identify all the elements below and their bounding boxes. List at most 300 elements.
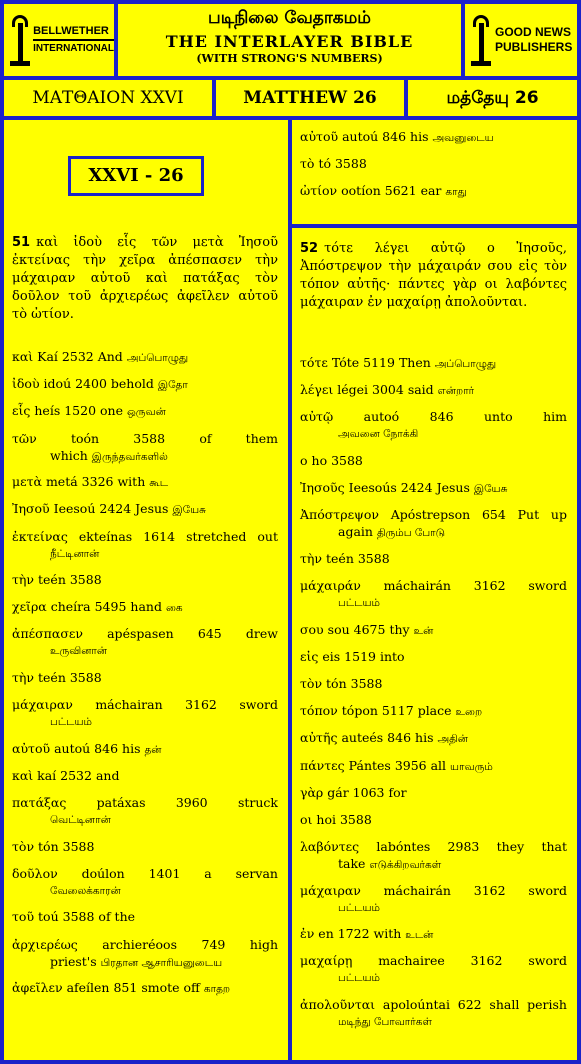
greek-word: αὐτῷ: [300, 409, 334, 425]
logo-left-line2: INTERNATIONAL: [33, 39, 114, 56]
word-line: [300, 952, 567, 970]
greek-word: ὠτίον: [300, 183, 338, 198]
english-word-a: of them: [199, 430, 278, 446]
greek-word: λαβόντες: [300, 839, 360, 855]
word-line: [300, 182, 566, 201]
transliteration: Tóte: [331, 355, 360, 370]
book-english-header: [216, 80, 404, 116]
title-block: [118, 4, 461, 76]
english-word: Jesus: [135, 501, 169, 517]
word-row: [300, 838, 567, 873]
word-row: [12, 625, 278, 659]
transliteration: Ieesoús: [348, 480, 397, 496]
good-news-logo: [465, 4, 577, 76]
transliteration: tón: [326, 675, 347, 691]
transliteration: tópon: [341, 703, 378, 719]
greek-word: ἐκτείνας: [12, 528, 68, 544]
word-row: [12, 865, 278, 899]
logo-right-line1: GOOD NEWS: [495, 25, 572, 39]
english-word: behold: [110, 376, 154, 392]
word-line: [12, 936, 278, 954]
word-line-2: [12, 546, 278, 562]
english-word-b: priest's: [50, 953, 101, 969]
strong-number: 1401: [148, 865, 181, 881]
strong-number: 846: [382, 129, 407, 144]
word-line: [12, 473, 278, 492]
english-word-a: drew: [245, 626, 278, 642]
strong-number: 851: [113, 980, 138, 996]
word-row: [300, 882, 567, 916]
english-word: his: [410, 129, 429, 144]
word-row: [300, 128, 566, 147]
word-row: [12, 528, 278, 562]
english-word-a: Put up: [517, 507, 567, 523]
english-word-a: shall perish: [489, 996, 567, 1012]
transliteration: Kaí: [37, 349, 58, 364]
word-line-2: [300, 524, 567, 541]
tamil-word: வேலைக்காரன்: [50, 884, 121, 897]
strong-number: 3326: [81, 474, 114, 490]
greek-word: εἰς: [300, 648, 319, 664]
word-row: [12, 598, 278, 617]
word-line-2: [12, 643, 278, 659]
english-word-b: take: [338, 856, 370, 872]
tamil-word: உடன்: [405, 929, 434, 942]
tamil-word: ஒருவன்: [127, 406, 166, 419]
transliteration: en: [318, 926, 334, 942]
tamil-word: வெட்டினான்: [50, 814, 111, 827]
transliteration: kaí: [37, 767, 57, 783]
strong-number: 3588: [69, 572, 102, 588]
transliteration: autoó: [363, 409, 400, 425]
english-word: hand: [130, 599, 162, 615]
word-line: [12, 696, 278, 714]
greek-word: αὐτοῦ: [300, 129, 339, 144]
tamil-word: நீட்டினான்: [50, 547, 100, 560]
english-word: And: [97, 349, 123, 364]
strong-number: 3960: [175, 795, 208, 811]
word-line-2: [300, 970, 567, 986]
greek-word: ἀπολοῦνται: [300, 996, 376, 1012]
transliteration: labóntes: [376, 839, 431, 855]
transliteration: teén: [326, 550, 354, 566]
word-row: [12, 936, 278, 971]
strong-number: 1519: [344, 648, 376, 664]
english-word-a: sword: [528, 953, 567, 969]
tamil-word: காது: [445, 186, 467, 198]
word-line: [12, 865, 278, 883]
greek-word: τῶν: [12, 430, 37, 446]
word-line: [12, 348, 278, 367]
english-word: place: [417, 703, 452, 719]
transliteration: machairee: [378, 953, 445, 969]
transliteration: toú: [38, 909, 59, 925]
english-word: and: [95, 767, 120, 783]
title-english: THE INTERLAYER BIBLE: [165, 32, 414, 51]
verse-52-text: [300, 240, 567, 312]
book-tamil-header: [408, 80, 577, 116]
english-word-b: which: [50, 447, 92, 463]
word-row: [300, 550, 567, 568]
english-word: one: [100, 403, 124, 419]
strong-number: 1520: [64, 403, 97, 419]
english-word: for: [388, 784, 407, 800]
tamil-word: எடுக்கிறவர்கள்: [369, 859, 442, 872]
word-line: [300, 729, 567, 748]
strong-number: 3588: [334, 156, 367, 171]
word-line: [300, 621, 567, 640]
transliteration: auteés: [341, 730, 384, 746]
word-row: [300, 952, 567, 986]
word-line: [12, 500, 278, 519]
title-subtitle: (WITH STRONG'S NUMBERS): [196, 52, 383, 65]
english-word-a: a servan: [204, 865, 278, 881]
tamil-word: காதற: [203, 983, 231, 996]
word-row: [12, 740, 278, 759]
word-row: [300, 702, 567, 721]
word-line: [12, 838, 278, 856]
greek-word: μάχαιραν: [300, 882, 361, 898]
greek-word: εἷς: [12, 403, 31, 419]
logo-right-line2: PUBLISHERS: [495, 40, 573, 54]
book-greek: ΜΑΤΘΑΙΟΝ XXVI: [32, 88, 184, 108]
english-word: ear: [420, 183, 442, 198]
greek-word: καὶ: [12, 349, 34, 364]
greek-word: Ἀπόστρεψον: [300, 507, 379, 523]
word-line: [300, 838, 567, 856]
greek-word: αὐτοῦ: [12, 740, 51, 756]
word-row: [300, 479, 567, 498]
tamil-word: அவனை நோக்கி: [338, 428, 419, 441]
word-row: [12, 838, 278, 856]
tamil-word: அப்பொழுது: [434, 358, 497, 370]
word-line: [12, 625, 278, 643]
transliteration: tó: [318, 156, 331, 171]
strong-number: 3162: [473, 578, 506, 594]
english-word: his: [415, 730, 434, 746]
transliteration: hoi: [316, 811, 336, 827]
word-line-2: [300, 426, 567, 442]
greek-word: τότε: [300, 355, 328, 370]
english-word: his: [122, 740, 141, 756]
word-row: [300, 381, 567, 400]
transliteration: autoú: [54, 740, 91, 756]
strong-number: 622: [457, 996, 482, 1012]
greek-word: τόπον: [300, 703, 338, 719]
tamil-word: உன்: [413, 624, 434, 637]
greek-word: τὴν: [12, 669, 35, 685]
english-word-a: stretched out: [186, 528, 278, 544]
greek-word: μάχαιραν: [12, 697, 73, 713]
tamil-word: திரும்ப போடு: [376, 527, 445, 540]
transliteration: teén: [38, 669, 66, 685]
transliteration: eis: [322, 648, 341, 664]
word-line-2: [12, 714, 278, 730]
transliteration: apoloúntai: [382, 996, 450, 1012]
greek-word: τὴν: [12, 572, 35, 588]
greek-word: τὸν: [12, 838, 35, 854]
word-line-2: [12, 812, 278, 828]
word-row: [300, 182, 566, 201]
tamil-word: யாவரும்: [450, 760, 493, 773]
word-line: [300, 381, 567, 400]
strong-number: 3588: [62, 838, 95, 854]
word-row: [12, 696, 278, 730]
tamil-word: பட்டயம்: [338, 901, 380, 914]
transliteration: heís: [34, 403, 61, 419]
transliteration: ekteínas: [78, 528, 133, 544]
transliteration: patáxas: [96, 795, 146, 811]
tamil-word: என்றார்: [437, 385, 475, 398]
greek-word: μάχαιράν: [300, 578, 361, 594]
tamil-word: அவனுடைய: [432, 132, 494, 144]
word-row: [300, 648, 567, 666]
word-row: [300, 354, 567, 373]
word-row: [12, 669, 278, 687]
strong-number: 5119: [363, 355, 395, 370]
transliteration: Ieesoú: [53, 501, 96, 517]
word-line: [300, 882, 567, 900]
right-column: [292, 228, 577, 1060]
strong-number: 3588: [62, 909, 95, 925]
english-word: of the: [98, 909, 136, 925]
word-line-2: [300, 856, 567, 873]
chapter-label: XXVI - 26: [68, 156, 204, 196]
word-line: [300, 675, 567, 693]
tamil-word: இயேசு: [473, 483, 508, 496]
greek-word: καὶ: [12, 767, 34, 783]
greek-word: τὸ: [300, 156, 315, 171]
tamil-word: பட்டயம்: [338, 972, 380, 985]
greek-word: τὸν: [300, 675, 323, 691]
english-word: smote off: [141, 980, 200, 996]
word-line: [300, 784, 567, 802]
strong-number: 1614: [143, 528, 176, 544]
verse-number: 51: [12, 235, 31, 250]
transliteration: máchairán: [383, 578, 451, 594]
transliteration: ho: [311, 452, 328, 468]
word-line: [300, 506, 567, 524]
word-line: [300, 702, 567, 721]
strong-number: 3588: [331, 452, 363, 468]
word-line: [300, 479, 567, 498]
left-column: [4, 120, 288, 1060]
title-tamil: படிநிலை வேதாகமம்: [208, 8, 371, 28]
tamil-word: கை: [165, 602, 183, 615]
transliteration: idoú: [43, 376, 72, 392]
english-word: with: [117, 474, 146, 490]
strong-number: 846: [429, 409, 454, 425]
strong-number: 2424: [400, 480, 433, 496]
bellwether-logo: [4, 4, 114, 76]
word-row: [300, 452, 567, 470]
english-word-a: sword: [528, 578, 567, 594]
word-line: [12, 430, 278, 448]
torch-icon: [471, 13, 491, 67]
tamil-word: பட்டயம்: [50, 716, 92, 729]
strong-number: 3588: [350, 675, 383, 691]
strong-number: 1722: [337, 926, 370, 942]
word-row: [300, 155, 566, 173]
tamil-word: கூட: [149, 477, 169, 490]
greek-word: Ἰησοῦς: [300, 480, 345, 496]
word-line: [12, 908, 278, 926]
greek-word: ἰδοὺ: [12, 376, 40, 392]
english-word: into: [379, 648, 405, 664]
word-row: [12, 767, 278, 785]
verse-51-text: [12, 234, 278, 324]
word-line: [12, 767, 278, 785]
greek-word: ἀρχιερέως: [12, 936, 78, 952]
word-line-2: [12, 448, 278, 465]
strong-number: 2532: [60, 767, 92, 783]
greek-word: Ἰησοῦ: [12, 501, 50, 517]
strong-number: 846: [387, 730, 412, 746]
strong-number: 3588: [69, 669, 102, 685]
strong-number: 2532: [61, 349, 94, 364]
word-line: [300, 577, 567, 595]
tamil-word: பட்டயம்: [338, 597, 380, 610]
strong-number: 2400: [75, 376, 107, 392]
word-line: [300, 452, 567, 470]
tamil-word: அப்பொழுது: [126, 352, 189, 364]
word-row: [12, 794, 278, 828]
word-row: [300, 925, 567, 944]
book-greek-header: [4, 80, 212, 116]
strong-number: 3162: [473, 882, 506, 898]
word-line-2: [12, 954, 278, 971]
strong-number: 3162: [185, 697, 217, 713]
word-row: [300, 811, 567, 829]
verse-number: 52: [300, 241, 319, 256]
english-word: Then: [398, 355, 431, 370]
transliteration: sou: [327, 621, 350, 637]
transliteration: ootíon: [341, 183, 381, 198]
strong-number: 2983: [447, 839, 480, 855]
transliteration: teén: [38, 572, 66, 588]
greek-word: μετὰ: [12, 474, 42, 490]
transliteration: máchairan: [95, 697, 163, 713]
tamil-word: உருவினான்: [50, 645, 108, 658]
transliteration: apéspasen: [107, 626, 174, 642]
word-row: [300, 729, 567, 748]
word-line: [12, 740, 278, 759]
greek-word: αὐτῆς: [300, 730, 338, 746]
strong-number: 3588: [339, 811, 372, 827]
word-line: [300, 996, 567, 1014]
word-line: [12, 571, 278, 589]
greek-word: δοῦλον: [12, 865, 58, 881]
word-row: [12, 500, 278, 519]
word-row: [12, 571, 278, 589]
word-row: [300, 757, 567, 776]
tamil-word: மடிந்து போவார்கள்: [338, 1015, 432, 1028]
word-line: [300, 757, 567, 776]
strong-number: 3956: [394, 757, 427, 773]
tamil-word: இதோ: [157, 379, 188, 392]
english-word-b: again: [338, 524, 377, 540]
word-line: [300, 811, 567, 829]
greek-word: τὴν: [300, 550, 323, 566]
strong-number: 846: [94, 740, 119, 756]
transliteration: archieréoos: [102, 936, 177, 952]
transliteration: metá: [45, 474, 78, 490]
word-line-2: [300, 900, 567, 916]
strong-number: 5117: [381, 703, 414, 719]
transliteration: légei: [337, 382, 369, 398]
word-line: [12, 979, 278, 998]
english-word: all: [430, 757, 447, 773]
word-row: [12, 375, 278, 394]
word-line: [12, 375, 278, 394]
word-row: [12, 908, 278, 926]
word-line: [300, 648, 567, 666]
tamil-word: இயேசு: [172, 504, 206, 517]
transliteration: tón: [38, 838, 59, 854]
greek-word: χεῖρα: [12, 599, 47, 615]
strong-number: 3162: [470, 953, 503, 969]
word-row: [12, 348, 278, 367]
word-row: [300, 675, 567, 693]
word-line: [300, 155, 566, 173]
english-word: with: [373, 926, 402, 942]
word-line-2: [12, 883, 278, 899]
transliteration: Pántes: [348, 757, 391, 773]
word-row: [12, 402, 278, 421]
greek-word: ἀπέσπασεν: [12, 626, 83, 642]
greek-word: πατάξας: [12, 795, 67, 811]
verse-greek: καὶ ἰδοὺ εἷς τῶν μετὰ Ἰησοῦ ἐκτείνας τὴν χεῖρα ἀπέσπασεν τὴν μάχαιραν αὐτοῦ καὶ πατάξας τὸν δοῦλον τοῦ ἀρχιερέως ἀφεῖλεν αὐτοῦ τὸ ὠτίον.: [12, 235, 278, 322]
greek-word: τοῦ: [12, 909, 35, 925]
greek-word: μαχαίρῃ: [300, 953, 353, 969]
word-line-2: [300, 1014, 567, 1030]
transliteration: máchairán: [383, 882, 451, 898]
word-line: [300, 128, 566, 147]
tamil-word: உறை: [455, 706, 483, 719]
word-line: [12, 402, 278, 421]
tamil-word: இருந்தவர்களில்: [91, 450, 168, 463]
strong-number: 645: [197, 626, 222, 642]
greek-word: γὰρ: [300, 784, 324, 800]
transliteration: doúlon: [81, 865, 125, 881]
ram-icon: [10, 13, 29, 67]
tamil-word: தன்: [144, 743, 162, 756]
tamil-word: பிரதான ஆசாரியனுடைய: [100, 956, 223, 969]
english-word-a: sword: [239, 697, 278, 713]
strong-number: 749: [201, 936, 226, 952]
strong-number: 3588: [133, 430, 166, 446]
word-row: [300, 577, 567, 611]
strong-number: 3004: [372, 382, 404, 398]
word-row: [300, 408, 567, 442]
transliteration: autoú: [342, 129, 379, 144]
strong-number: 2424: [99, 501, 132, 517]
greek-word: ἐν: [300, 926, 315, 942]
word-row: [12, 473, 278, 492]
word-row: [12, 979, 278, 998]
transliteration: Apóstrepson: [390, 507, 471, 523]
book-tamil: மத்தேயு 26: [446, 88, 539, 108]
word-line: [12, 598, 278, 617]
english-word: thy: [389, 621, 410, 637]
english-word-a: sword: [528, 882, 567, 898]
book-english: MATTHEW 26: [243, 88, 377, 108]
greek-word: λέγει: [300, 382, 334, 398]
word-line: [300, 550, 567, 568]
tamil-word: அதின்: [437, 733, 468, 746]
word-row: [12, 430, 278, 465]
greek-word: οι: [300, 811, 313, 827]
